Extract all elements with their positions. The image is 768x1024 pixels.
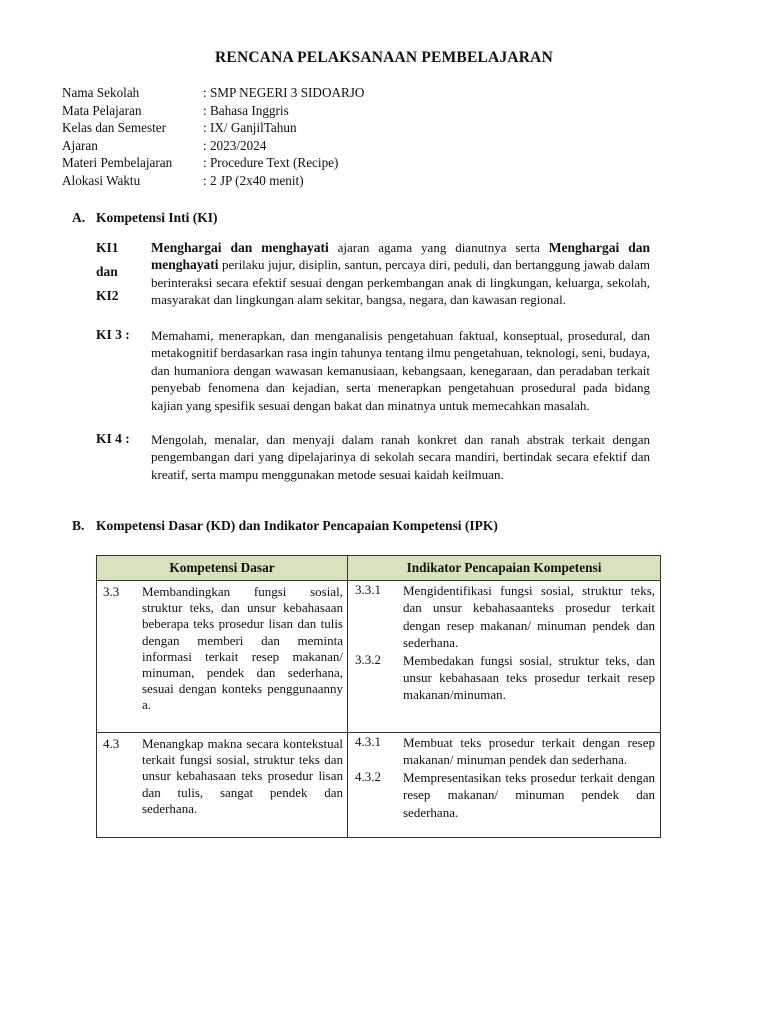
ipk-item xyxy=(348,652,660,704)
ipk-text: Mengidentifikasi fungsi sosial, struktur teks, dan unsur kebahasaanteks prosedur terkait dengan resep makanan/ minuman pendek dan sederhana. xyxy=(403,583,655,651)
ki12-label-line: KI1 xyxy=(96,240,119,255)
kd-text: Menangkap makna secara kontekstual terkait fungsi sosial, struktur teks dan unsur kebahasaan teks prosedur lisan dan tulis, sangat pendek dan sederhana. xyxy=(142,736,343,816)
ki12-label-line: dan xyxy=(96,264,118,279)
identity-label: Nama Sekolah xyxy=(62,85,140,100)
ipk-number: 3.3.1 xyxy=(355,582,381,597)
identity-value: : Bahasa Inggris xyxy=(203,102,289,118)
ki4-text xyxy=(151,431,650,483)
identity-row xyxy=(62,84,364,102)
identity-label: Alokasi Waktu xyxy=(62,172,141,188)
section-b-heading xyxy=(72,518,498,534)
kd-number: 3.3 xyxy=(103,584,120,599)
ki12-text-1: ajaran agama yang dianutnya serta xyxy=(328,240,549,255)
identity-value: : Procedure Text (Recipe) xyxy=(203,155,339,171)
identity-label: Materi Pembelajaran xyxy=(62,155,173,171)
table-header-row xyxy=(97,556,661,581)
header-kompetensi-dasar: Kompetensi Dasar xyxy=(97,556,348,581)
ki3-label: KI 3 : xyxy=(96,327,130,342)
section-a-heading xyxy=(72,210,218,226)
ipk-text: Membedakan fungsi sosial, struktur teks, dan unsur kebahasaan teks prosedur terkait resep makanan/minuman. xyxy=(403,652,655,703)
kd-number: 4.3 xyxy=(103,736,120,751)
identity-block xyxy=(62,84,364,190)
ipk-number: 3.3.2 xyxy=(355,651,381,667)
ki12-bold-2: Menghargai dan menghayati xyxy=(151,240,651,273)
page-title: RENCANA PELAKSANAAN PEMBELAJARAN xyxy=(215,49,553,66)
ki4-label: KI 4 : xyxy=(96,431,130,446)
ki3-text xyxy=(151,327,650,414)
ipk-text: Mempresentasikan teks prosedur terkait dengan resep makanan/ minuman pendek dan sederhana. xyxy=(403,769,655,820)
ipk-cell xyxy=(348,581,661,733)
identity-row xyxy=(62,102,364,120)
ipk-item xyxy=(348,582,660,652)
table-row xyxy=(97,733,661,838)
ipk-item xyxy=(348,769,660,821)
section-b-letter: B. xyxy=(72,518,85,533)
ipk-item xyxy=(348,734,660,769)
identity-value: : 2023/2024 xyxy=(203,137,267,153)
section-b-title: Kompetensi Dasar (KD) dan Indikator Pencapaian Kompetensi (IPK) xyxy=(96,518,498,533)
ki4-paragraph: Mengolah, menalar, dan menyaji dalam ranah konkret dan ranah abstrak terkait dengan pengembangan dari yang dipelajarinya di sekolah secara mandiri, bertindak secara efektif dan kreatif, serta mampu menggunakan metode sesuai kaidah keilmuan. xyxy=(151,432,650,482)
kd-ipk-table xyxy=(96,555,661,838)
ipk-number: 4.3.1 xyxy=(355,734,381,749)
kd-cell xyxy=(97,733,348,838)
identity-row xyxy=(62,172,364,190)
identity-row xyxy=(62,137,364,155)
ki12-text xyxy=(151,239,650,309)
identity-label: Kelas dan Semester xyxy=(62,120,166,136)
kd-cell xyxy=(97,581,348,733)
identity-label: Ajaran xyxy=(62,137,98,153)
ki12-label xyxy=(96,236,119,308)
identity-label: Mata Pelajaran xyxy=(62,102,142,118)
ipk-number: 4.3.2 xyxy=(355,768,381,784)
section-a-letter: A. xyxy=(72,210,86,225)
ki3-paragraph: Memahami, menerapkan, dan menganalisis pengetahuan faktual, konseptual, prosedural, dan metakognitif berdasarkan rasa ingin tahunya tentang ilmu pengetahuan, teknologi, seni, budaya, dan humaniora dengan wawasan kemanusiaan, kebangsaan, kenegaraan, dan peradaban terkait penyebab fenomena dan kejadian, serta menerapkan pengetahuan prosedural pada bidang kajian yang spesifik sesuai dengan bakat dan minatnya untuk memecahkan masalah. xyxy=(151,328,650,413)
identity-row xyxy=(62,154,364,172)
ipk-cell xyxy=(348,733,661,838)
identity-value: : IX/ GanjilTahun xyxy=(203,120,297,136)
header-indikator: Indikator Pencapaian Kompetensi xyxy=(348,556,661,581)
ki12-paragraph xyxy=(151,239,650,309)
ki12-text-2: perilaku jujur, disiplin, santun, percaya diri, peduli, dan bertanggung jawab dalam berinteraksi secara efektif sesuai dengan perkembangan anak di lingkungan, keluarga, sekolah, masyarakat dan lingkungan alam sekitar, bangsa, negara, dan kawasan regional. xyxy=(151,257,650,308)
ipk-text: Membuat teks prosedur terkait dengan resep makanan/ minuman pendek dan sederhana. xyxy=(403,735,655,768)
identity-row xyxy=(62,119,364,137)
ki12-bold-1: Menghargai dan menghayati xyxy=(151,240,329,255)
kd-text: Membandingkan fungsi sosial, struktur teks, dan unsur kebahasaan beberapa teks prosedur lisan dan tulis dengan memberi dan meminta informasi terkait resep makanan/ minuman, pendek dan sederhana, sesuai dengan konteks penggunaanny a. xyxy=(142,584,343,713)
identity-value: : 2 JP (2x40 menit) xyxy=(203,172,304,188)
identity-value: : SMP NEGERI 3 SIDOARJO xyxy=(203,85,365,100)
table-row xyxy=(97,581,661,733)
section-a-title: Kompetensi Inti (KI) xyxy=(96,210,218,225)
ki12-label-line: KI2 xyxy=(96,288,119,303)
